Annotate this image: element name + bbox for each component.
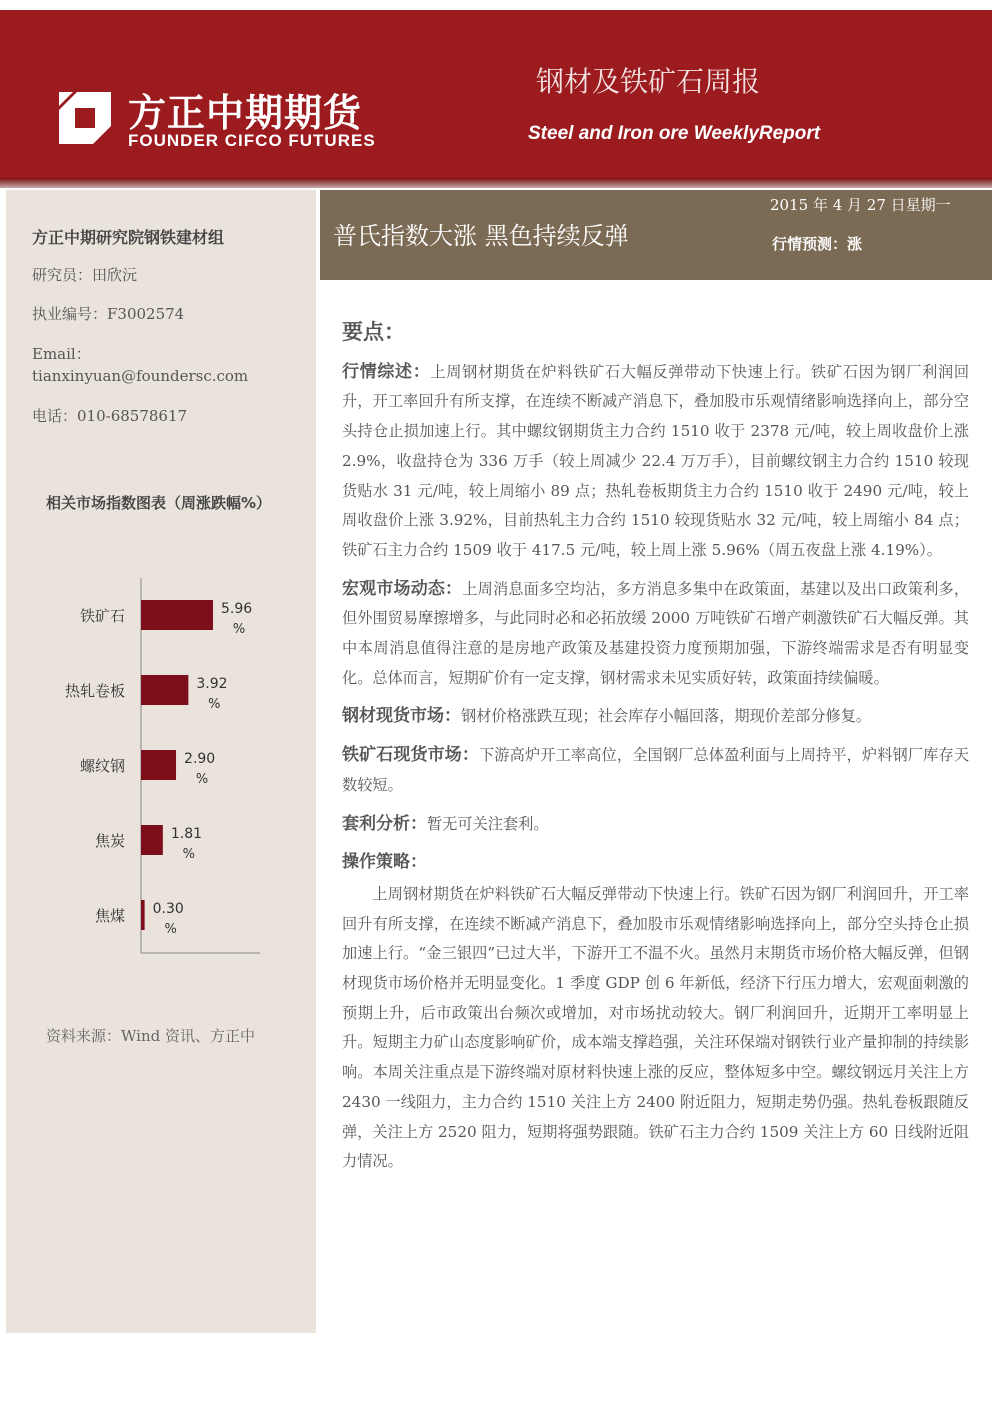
market-review-section bbox=[342, 358, 969, 566]
main-content bbox=[342, 318, 969, 1177]
section-label: 操作策略： bbox=[342, 852, 427, 873]
research-group: 方正中期研究院钢铁建材组 bbox=[32, 228, 225, 247]
chart-bar bbox=[141, 600, 213, 630]
chart-bar bbox=[141, 900, 145, 930]
report-title-en: Steel and Iron ore WeeklyReport bbox=[528, 123, 821, 144]
license-number: 执业编号：F3002574 bbox=[32, 305, 185, 323]
chart-title: 相关市场指数图表（周涨跌幅%） bbox=[46, 494, 272, 512]
section-label: 钢材现货市场： bbox=[342, 706, 461, 727]
section-text: 钢材价格涨跌互现；社会库存小幅回落，期现价差部分修复。 bbox=[461, 707, 872, 726]
logo-chinese-name: 方正中期期货 bbox=[128, 91, 363, 135]
section-label: 套利分析： bbox=[342, 813, 427, 834]
section-label: 行情综述： bbox=[342, 361, 431, 382]
iron-ore-spot-section bbox=[342, 741, 969, 800]
section-label: 宏观市场动态： bbox=[342, 578, 463, 599]
macro-section bbox=[342, 575, 969, 694]
report-date: 2015 年 4 月 27 日星期一 bbox=[770, 196, 951, 214]
weekly-change-bar-chart bbox=[40, 570, 280, 960]
chart-category-label: 焦炭 bbox=[94, 832, 125, 850]
phone: 电话：010-68578617 bbox=[32, 407, 188, 425]
email-address: tianxinyuan@foundersc.com bbox=[32, 367, 249, 385]
chart-value-label: 0.30 bbox=[152, 901, 184, 917]
chart-category-label: 螺纹钢 bbox=[79, 757, 125, 775]
researcher: 研究员：田欣沅 bbox=[32, 266, 138, 284]
chart-bar bbox=[141, 675, 188, 705]
chart-bar bbox=[141, 825, 163, 855]
key-points-heading: 要点： bbox=[342, 320, 405, 344]
chart-value-label: 1.81 bbox=[170, 826, 203, 842]
section-label: 铁矿石现货市场： bbox=[342, 745, 480, 766]
arbitrage-section bbox=[342, 810, 969, 840]
chart-category-label: 热轧卷板 bbox=[64, 682, 125, 700]
market-forecast: 行情预测：涨 bbox=[772, 235, 863, 253]
chart-category-label: 焦煤 bbox=[94, 907, 125, 925]
logo-english-name: FOUNDER CIFCO FUTURES bbox=[128, 131, 376, 150]
section-text: 下游高炉开工率高位，全国钢厂总体盈利面与上周持平，炉料钢厂库存天数较短。 bbox=[342, 746, 970, 794]
strategy-heading bbox=[342, 848, 969, 878]
chart-unit-label: % bbox=[164, 922, 177, 937]
chart-unit-label: % bbox=[208, 697, 221, 712]
header-divider bbox=[0, 178, 992, 188]
chart-value-label: 2.90 bbox=[184, 751, 216, 767]
chart-unit-label: % bbox=[232, 622, 246, 637]
chart-bar bbox=[141, 750, 176, 780]
chart-value-label: 5.96 bbox=[221, 601, 253, 617]
headline: 普氏指数大涨 黑色持续反弹 bbox=[333, 222, 629, 250]
chart-category-label: 铁矿石 bbox=[79, 607, 125, 625]
data-source: 资料来源：Wind 资讯、方正中 bbox=[46, 1027, 255, 1045]
founder-logo-icon bbox=[55, 88, 115, 148]
email-label: Email： bbox=[32, 345, 91, 363]
section-text: 上周钢材期货在炉料铁矿石大幅反弹带动下快速上行。铁矿石因为钢厂利润回升，开工率回升有所支撑，在连续不断减产消息下，叠加股市乐观情绪影响选择向上，部分空头持仓止损加速上行。其中螺纹钢期货主力合约 1510 收于 2378 元/吨，较上周收盘价上涨 2.9%，收盘持仓为 336 万手（较上周减少 22.4 万万手），目前螺纹钢主力合约 1510 较现货贴水 31 元/吨，较上周缩小 89 点；热轧卷板期货主力合约 1510 收于 2490 元/吨，较上周收盘价上涨 3.92%，目前热轧主力合约 1510 较现货贴水 32 元/吨，较上周缩小 84 点；铁矿石主力合约 1509 收于 417.5 元/吨，较上周上涨 5.96%（周五夜盘上涨 4.19%）。 bbox=[342, 362, 970, 559]
section-text: 上周消息面多空均沾，多方消息多集中在政策面，基建以及出口政策利多，但外围贸易摩擦增多，与此同时必和必拓放缓 2000 万吨铁矿石增产刺激铁矿石大幅反弹。其中本周消息值得注意的是房地产政策及基建投资力度预期加强，下游终端需求是否有明显变化。总体而言，短期矿价有一定支撑，钢材需求未见实质好转，政策面持续偏暖。 bbox=[342, 579, 970, 687]
chart-value-label: 3.92 bbox=[196, 676, 228, 692]
steel-spot-section bbox=[342, 702, 969, 732]
report-title-cn: 钢材及铁矿石周报 bbox=[536, 65, 761, 98]
strategy-text: 上周钢材期货在炉料铁矿石大幅反弹带动下快速上行。铁矿石因为钢厂利润回升，开工率回升有所支撑，在连续不断减产消息下，叠加股市乐观情绪影响选择向上，部分空头持仓止损加速上行。“金三银四”已过大半，下游开工不温不火。虽然月末期货市场价格大幅反弹，但钢材现货市场价格并无明显变化。1 季度 GDP 创 6 年新低，经济下行压力增大，宏观面刺激的预期上升，后市政策出台频次或增加，对市场扰动较大。钢厂利润回升，近期开工率明显上升。短期主力矿山态度影响矿价，成本端支撑趋强，关注环保端对钢铁行业产量抑制的持续影响。本周关注重点是下游终端对原材料快速上涨的反应，整体短多中空。螺纹钢远月关注上方 2430 一线阻力，主力合约 1510 关注上方 2400 附近阻力，短期走势仍强。热轧卷板跟随反弹，关注上方 2520 阻力，短期将强势跟随。铁矿石主力合约 1509 关注上方 60 日线附近阻力情况。 bbox=[342, 884, 969, 1171]
section-text: 暂无可关注套利。 bbox=[427, 814, 549, 833]
chart-unit-label: % bbox=[182, 847, 196, 862]
chart-unit-label: % bbox=[195, 772, 209, 787]
